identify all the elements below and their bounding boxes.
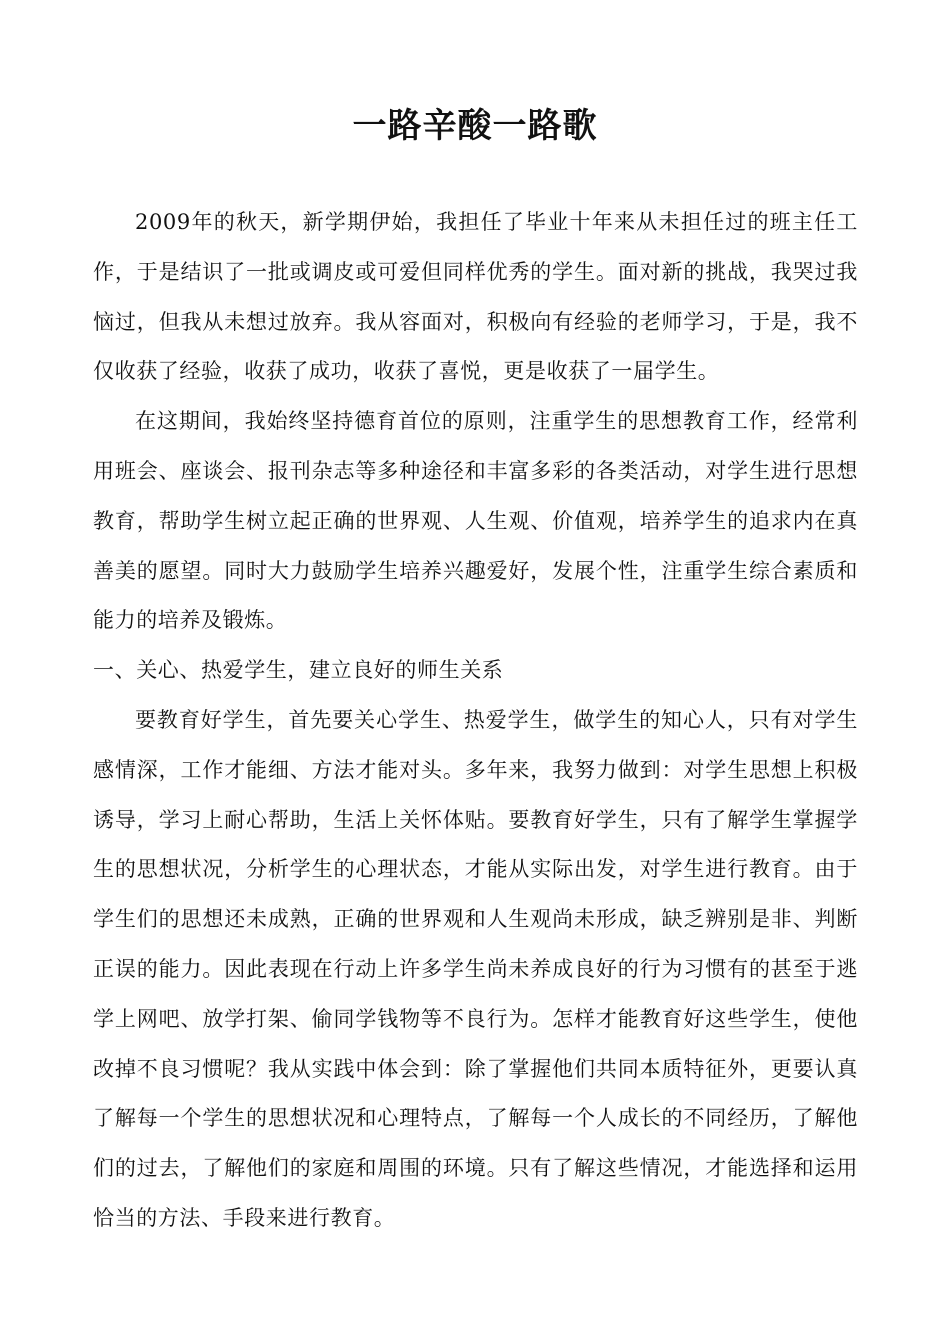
paragraph-moral-education: 在这期间，我始终坚持德育首位的原则，注重学生的思想教育工作，经常利用班会、座谈会、报刊杂志等多种途径和丰富多彩的各类活动，对学生进行思想教育，帮助学生树立起正确的世界观、人生观、价值观，培养学生的追求内在真善美的愿望。同时大力鼓励学生培养兴趣爱好，发展个性，注重学生综合素质和能力的培养及锻炼。 bbox=[93, 409, 858, 633]
section-heading-1: 一、关心、热爱学生，建立良好的师生关系 bbox=[93, 658, 504, 683]
document-title: 一路辛酸一路歌 bbox=[352, 106, 598, 146]
paragraph-intro: 2009年的秋天，新学期伊始，我担任了毕业十年来从未担任过的班主任工作，于是结识了一批或调皮或可爱但同样优秀的学生。面对新的挑战，我哭过我恼过，但我从未想过放弃。我从容面对，积极向有经验的老师学习，于是，我不仅收获了经验，收获了成功，收获了喜悦，更是收获了一届学生。 bbox=[93, 210, 858, 384]
paragraph-care-for-students: 要教育好学生，首先要关心学生、热爱学生，做学生的知心人，只有对学生感情深，工作才能细、方法才能对头。多年来，我努力做到：对学生思想上积极诱导，学习上耐心帮助，生活上关怀体贴。要教育好学生，只有了解学生掌握学生的思想状况，分析学生的心理状态，才能从实际出发，对学生进行教育。由于学生们的思想还未成熟，正确的世界观和人生观尚未形成，缺乏辨别是非、判断正误的能力。因此表现在行动上许多学生尚未养成良好的行为习惯有的甚至于逃学上网吧、放学打架、偷同学钱物等不良行为。怎样才能教育好这些学生，使他改掉不良习惯呢？我从实践中体会到：除了掌握他们共同本质特征外，更要认真了解每一个学生的思想状况和心理特点，了解每一个人成长的不同经历，了解他们的过去，了解他们的家庭和周围的环境。只有了解这些情况，才能选择和运用恰当的方法、手段来进行教育。 bbox=[93, 707, 858, 1230]
document-body bbox=[93, 198, 858, 1244]
